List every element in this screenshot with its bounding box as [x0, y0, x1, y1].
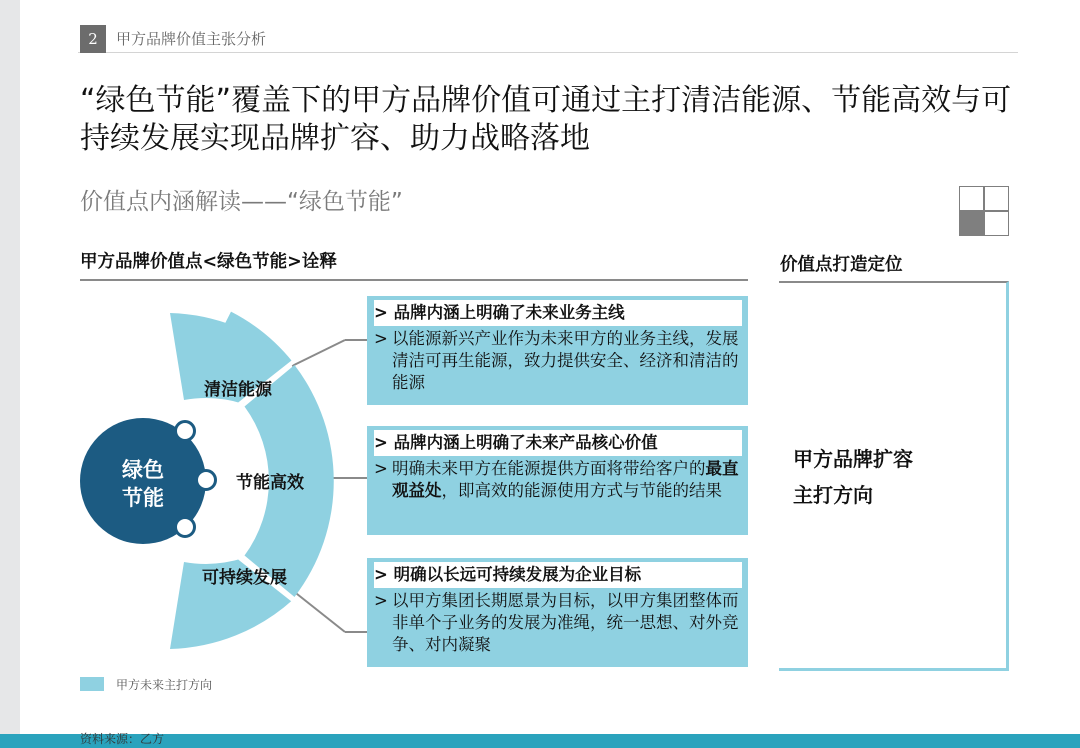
connector-dot-icon: [174, 516, 196, 538]
connector-line: [292, 590, 345, 632]
positioning-line-1: 甲方品牌扩容: [793, 447, 913, 471]
section-number: 2: [80, 25, 106, 53]
legend-swatch: [80, 677, 104, 691]
segment-label-energy-efficiency: 节能高效: [236, 473, 304, 493]
card-body: > 以能源新兴产业作为未来甲方的业务主线，发展清洁可再生能源，致力提供安全、经济和清洁的能源: [374, 329, 739, 392]
connector-dot-icon: [195, 469, 217, 491]
center-label-line-2: 节能: [122, 486, 164, 510]
right-column-header: 价值点打造定位: [780, 255, 903, 275]
slide-title: “绿色节能”覆盖下的甲方品牌价值可通过主打清洁能源、节能高效与可持续发展实现品牌扩容、助力战略落地: [80, 83, 1012, 156]
segment-label-sustainability: 可持续发展: [202, 568, 287, 588]
segment-label-clean-energy: 清洁能源: [204, 380, 272, 400]
card-heading: > 品牌内涵上明确了未来产品核心价值: [374, 430, 742, 456]
left-column-header: 甲方品牌价值点<绿色节能>诠释: [80, 252, 337, 272]
section-title: 甲方品牌价值主张分析: [116, 30, 267, 48]
legend-label: 甲方未来主打方向: [116, 678, 213, 692]
card-body-emphasis: 最直观益处: [392, 459, 739, 500]
card-business-mainline: [367, 296, 748, 405]
source-note: 资料来源：乙方: [80, 732, 165, 746]
center-label-line-1: 绿色: [122, 458, 164, 482]
connector-line: [292, 340, 345, 366]
positioning-line-2: 主打方向: [793, 483, 873, 507]
card-heading: > 品牌内涵上明确了未来业务主线: [374, 300, 742, 326]
card-body: > 明确未来甲方在能源提供方面将带给客户的最直观益处，即高效的能源使用方式与节能的结果: [374, 459, 739, 500]
card-body: > 以甲方集团长期愿景为目标，以甲方集团整体而非单个子业务的发展为准绳，统一思想、对外竞争、对内凝聚: [374, 591, 739, 654]
connector-dot-icon: [174, 420, 196, 442]
card-heading: > 明确以长远可持续发展为企业目标: [374, 562, 742, 588]
slide-subtitle: 价值点内涵解读——“绿色节能”: [80, 189, 403, 215]
card-sustainable-goal: [367, 558, 748, 667]
card-product-core-value: [367, 426, 748, 535]
